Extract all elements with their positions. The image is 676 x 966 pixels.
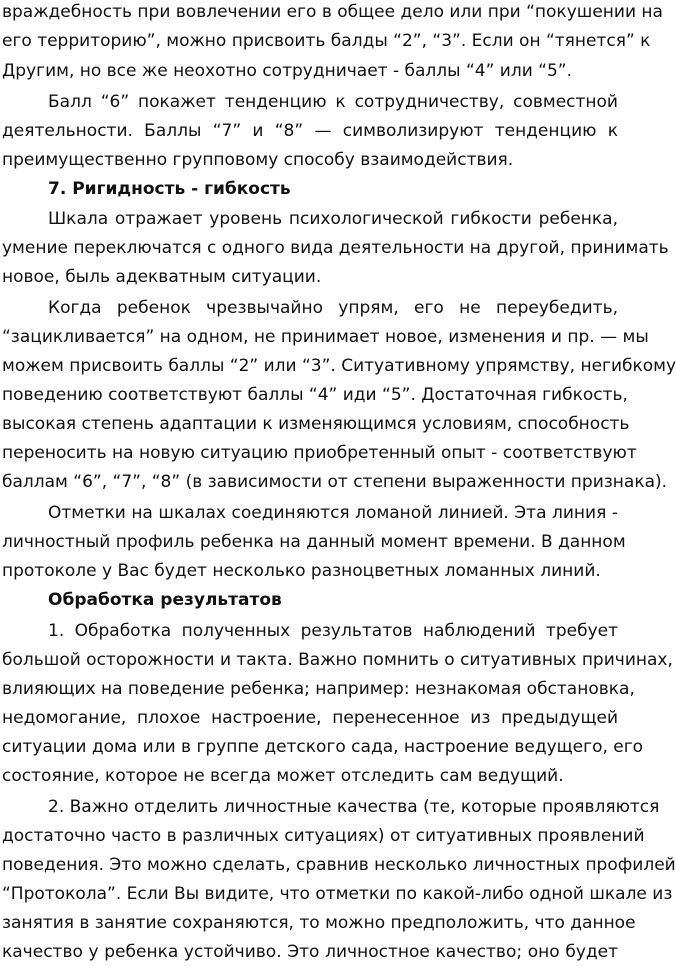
text-line: деятельности. Баллы “7” и “8” — символизируют тенденцию к bbox=[2, 121, 618, 141]
text-line: враждебность при вовлечении его в общее дело или при “покушении на bbox=[2, 2, 663, 22]
text-line: Когда ребенок чрезвычайно упрям, его не переубедить, bbox=[48, 298, 618, 318]
text-line: умение переключатся с одного вида деятельности на другой, принимать bbox=[2, 238, 669, 258]
text-line: личностный профиль ребенка на данный момент времени. В данном bbox=[2, 532, 626, 552]
section-heading: Обработка результатов bbox=[48, 590, 282, 610]
text-line: Отметки на шкалах соединяются ломаной линией. Эта линия - bbox=[48, 503, 618, 523]
text-line: “зацикливается” на одном, не принимает новое, изменения и пр. — мы bbox=[2, 327, 649, 347]
text-line: Шкала отражает уровень психологической гибкости ребенка, bbox=[48, 209, 618, 229]
text-line: баллам “6”, “7”, “8” (в зависимости от степени выраженности признака). bbox=[2, 472, 668, 492]
text-line: Другим, но все же неохотно сотрудничает - баллы “4” или “5”. bbox=[2, 61, 573, 81]
text-line: влияющих на поведение ребенка; например: незнакомая обстановка, bbox=[2, 679, 635, 699]
text-line: поведения. Это можно сделать, сравнив несколько личностных профилей bbox=[2, 855, 676, 875]
text-line: недомогание, плохое настроение, перенесенное из предыдущей bbox=[2, 708, 618, 728]
text-line: протоколе у Вас будет несколько разноцветных ломанных линий. bbox=[2, 561, 601, 581]
text-line: “Протокола”. Если Вы видите, что отметки по какой-либо одной шкале из bbox=[2, 884, 673, 904]
text-line: ситуации дома или в группе детского сада, настроение ведущего, его bbox=[2, 737, 644, 757]
text-line: переносить на новую ситуацию приобретенный опыт - соответствуют bbox=[2, 443, 637, 463]
text-line: новое, быль адекватным ситуации. bbox=[2, 267, 322, 287]
text-line: 2. Важно отделить личностные качества (те, которые проявляются bbox=[48, 797, 660, 817]
text-line: достаточно часто в различных ситуациях) от ситуативных проявлений bbox=[2, 826, 645, 846]
text-line: поведению соответствуют баллы “4” иди “5”. Достаточная гибкость, bbox=[2, 385, 628, 405]
section-heading: 7. Ригидность - гибкость bbox=[48, 179, 291, 199]
text-line: состояние, которое не всегда может отследить сам ведущий. bbox=[2, 766, 564, 786]
text-line: преимущественно групповому способу взаимодействия. bbox=[2, 150, 514, 170]
text-line: его территорию”, можно присвоить балды “2”, “3”. Если он “тянется” к bbox=[2, 31, 651, 51]
text-line: высокая степень адаптации к изменяющимся условиям, способность bbox=[2, 414, 630, 434]
text-line: Балл “6” покажет тенденцию к сотрудничеству, совместной bbox=[48, 92, 618, 112]
text-line: качество у ребенка устойчиво. Это личностное качество; оно будет bbox=[2, 942, 618, 962]
text-line: большой осторожности и такта. Важно помнить о ситуативных причинах, bbox=[2, 650, 673, 670]
text-line: занятия в занятие сохраняются, то можно предположить, что данное bbox=[2, 913, 636, 933]
text-line: 1. Обработка полученных результатов наблюдений требует bbox=[48, 621, 618, 641]
text-line: можем присвоить баллы “2” или “3”. Ситуативному упрямству, негибкому bbox=[2, 356, 676, 376]
